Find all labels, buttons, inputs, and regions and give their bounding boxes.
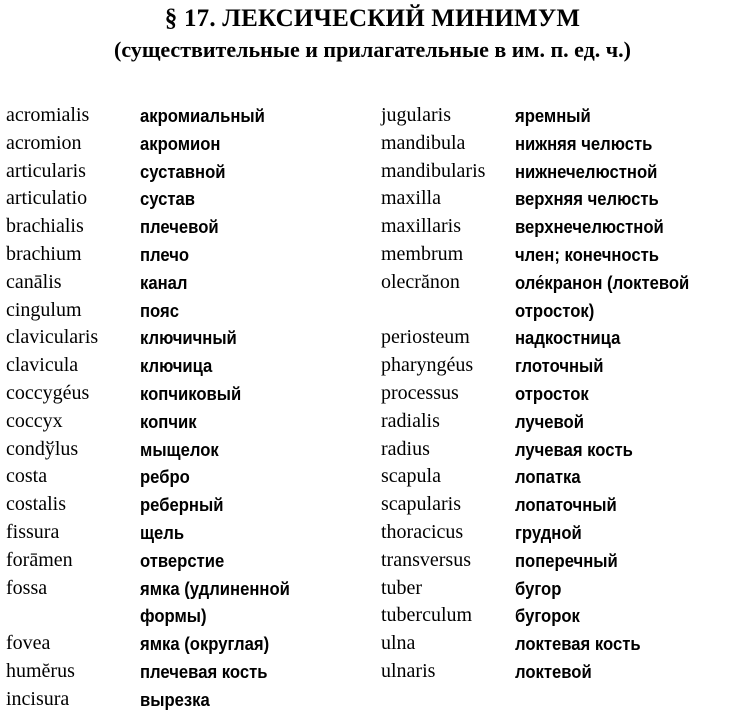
russian-translation: мыщелок [140,438,219,460]
latin-term: coccyx [6,409,63,432]
latin-term: fovea [6,632,51,655]
vocabulary-entry [6,630,378,658]
latin-term: transversus [381,548,471,571]
vocabulary-entry [381,241,741,269]
russian-translation: ключичный [140,327,237,349]
latin-term: scapula [381,465,441,488]
vocabulary-entry [381,158,741,186]
latin-term: jugularis [381,104,451,126]
russian-translation: копчик [140,410,197,432]
russian-translation: лучевая кость [515,438,633,460]
latin-term: condўlus [6,437,79,460]
russian-translation: отверстие [140,549,225,571]
vocabulary-entry [381,352,741,380]
latin-term: fossa [6,576,48,599]
vocabulary-entry [381,380,741,408]
latin-term: processus [381,381,459,404]
vocabulary-entry [6,658,378,686]
vocabulary-entry [6,575,378,631]
latin-term: costalis [6,493,66,516]
latin-term: clavicula [6,354,79,377]
vocabulary-entry [6,269,378,297]
vocabulary-column-left [6,102,378,714]
vocabulary-entry [381,519,741,547]
vocabulary-entry [381,547,741,575]
vocabulary-entry [6,158,378,186]
latin-term: pharyngéus [381,354,474,377]
russian-translation: суставной [140,160,226,182]
russian-translation: ямка (удлиненной формы) [140,577,290,627]
russian-translation: плечо [140,243,190,265]
vocabulary-entry [6,686,378,714]
vocabulary-entry [381,602,741,630]
latin-term: humĕrus [6,659,75,682]
latin-term: radius [381,437,430,460]
latin-term: acromion [6,131,82,154]
russian-translation: реберный [140,494,224,516]
vocabulary-entry [381,324,741,352]
russian-translation: бугор [515,577,562,599]
latin-term: fissura [6,520,60,543]
russian-translation: щель [140,521,185,543]
russian-translation: верхнечелюстной [515,216,664,238]
vocabulary-entry [381,130,741,158]
vocabulary-entry [381,630,741,658]
vocabulary-entry [381,658,741,686]
section-title: § 17. ЛЕКСИЧЕСКИЙ МИНИМУМ [164,5,581,32]
latin-term: periosteum [381,326,470,349]
vocabulary-entry [6,491,378,519]
section-subtitle: (существительные и прилагательные в им. п. ед. ч.) [114,37,631,62]
russian-translation: член; конечность [515,243,660,265]
vocabulary-entry [381,575,741,603]
russian-translation: лопаточный [515,494,617,516]
latin-term: mandibula [381,131,466,154]
russian-translation: ямка (округлая) [140,633,270,655]
russian-translation: надкостница [515,327,621,349]
latin-term: maxilla [381,187,441,210]
vocabulary-entry [381,102,741,130]
vocabulary-entry [6,324,378,352]
russian-translation: ключица [140,355,213,377]
russian-translation: акромиальный [140,105,265,126]
russian-translation: вырезка [140,688,210,710]
russian-translation: копчиковый [140,382,242,404]
vocabulary-entry [6,519,378,547]
latin-term: ulna [381,632,416,655]
latin-term: coccygéus [6,381,90,404]
latin-term: mandibularis [381,159,486,182]
vocabulary-entry [6,297,378,325]
latin-term: maxillaris [381,215,461,238]
russian-translation: плечевая кость [140,660,268,682]
latin-term: cingulum [6,298,82,321]
latin-term: articularis [6,159,86,182]
vocabulary-entry [6,380,378,408]
russian-translation: акромион [140,132,221,154]
latin-term: tuberculum [381,604,473,627]
latin-term: brachialis [6,215,84,238]
russian-translation: плечевой [140,216,219,238]
latin-term: ulnaris [381,659,436,682]
vocabulary-entry [6,213,378,241]
vocabulary-entry [6,408,378,436]
vocabulary-entry [6,130,378,158]
latin-term: clavicularis [6,326,99,349]
vocabulary-entry [6,241,378,269]
vocabulary-entry [381,185,741,213]
russian-translation: локтевая кость [515,633,641,655]
vocabulary-entry [381,463,741,491]
latin-term: olecrănon [381,270,460,293]
latin-term: articulatio [6,187,88,210]
vocabulary-column-right [381,102,741,686]
vocabulary-entry [6,463,378,491]
latin-term: costa [6,465,48,488]
russian-translation: нижнечелюстной [515,160,658,182]
vocabulary-entry [381,408,741,436]
russian-translation: отросток [515,382,589,404]
russian-translation: лучевой [515,410,584,432]
latin-term: membrum [381,242,464,265]
russian-translation: верхняя челюсть [515,188,659,210]
latin-term: canālis [6,270,62,293]
russian-translation: лопатка [515,466,581,488]
russian-translation: бугорок [515,605,580,627]
russian-translation: локтевой [515,660,592,682]
latin-term: brachium [6,242,82,265]
russian-translation: грудной [515,521,582,543]
vocabulary-entry [381,269,741,325]
russian-translation: оле́кранон (локтевой отросток) [515,271,690,321]
latin-term: scapularis [381,493,461,516]
vocabulary-entry [6,547,378,575]
vocabulary-entry [6,352,378,380]
russian-translation: пояс [140,299,179,321]
russian-translation: канал [140,271,188,293]
vocabulary-entry [6,436,378,464]
russian-translation: глоточный [515,355,604,377]
vocabulary-entry [381,491,741,519]
latin-term: thoracicus [381,520,464,543]
latin-term: radialis [381,409,440,432]
latin-term: acromialis [6,104,90,126]
latin-term: forāmen [6,548,73,571]
latin-term: incisura [6,687,70,710]
russian-translation: сустав [140,188,196,210]
latin-term: tuber [381,576,423,599]
russian-translation: поперечный [515,549,618,571]
vocabulary-entry [381,213,741,241]
russian-translation: ребро [140,466,190,488]
vocabulary-entry [381,436,741,464]
russian-translation: яремный [515,105,591,126]
russian-translation: нижняя челюсть [515,132,653,154]
vocabulary-entry [6,185,378,213]
vocabulary-entry [6,102,378,130]
